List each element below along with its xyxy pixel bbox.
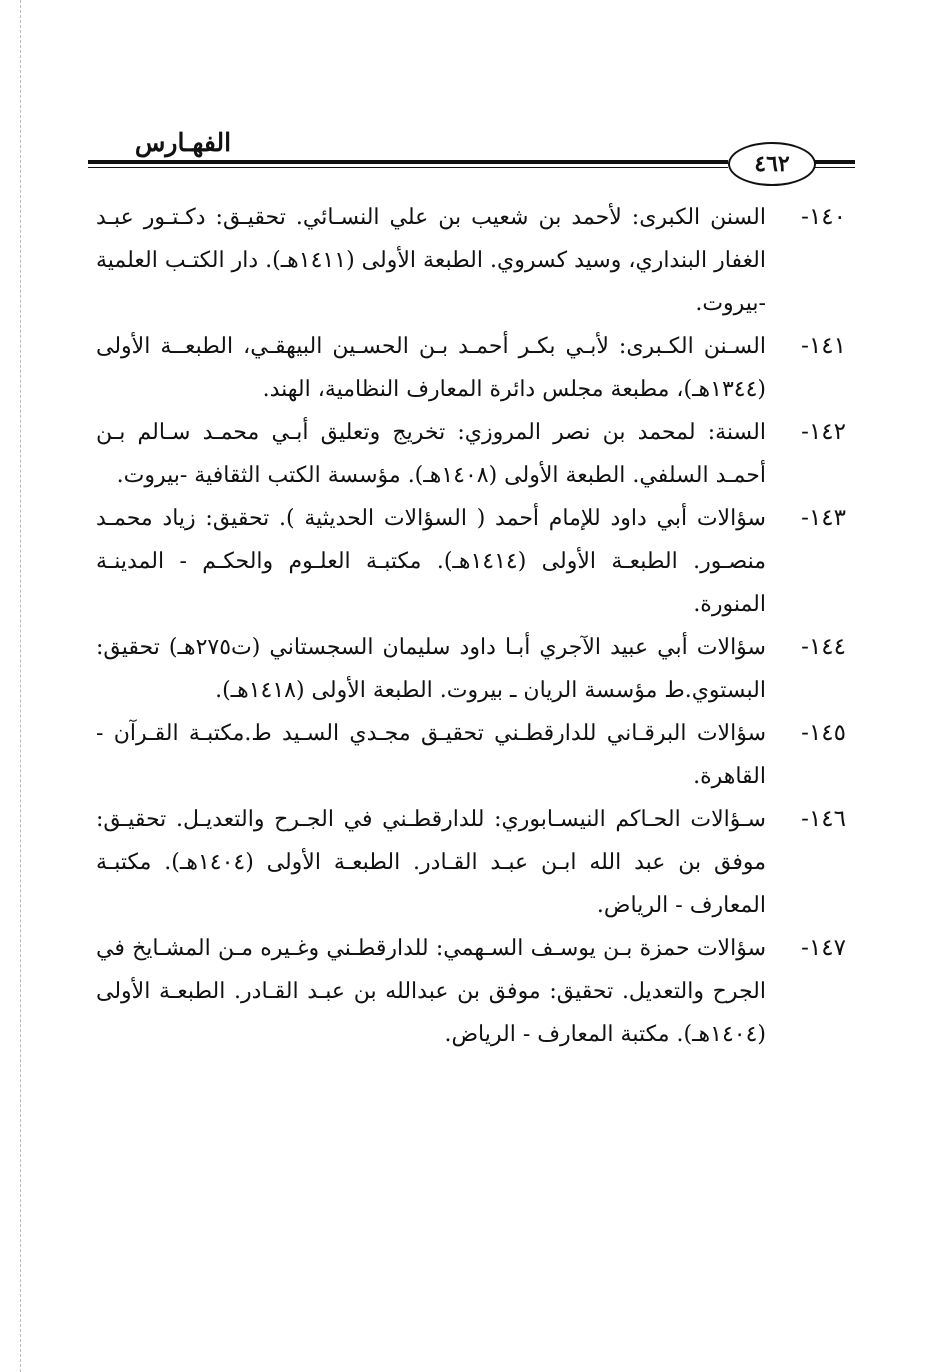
header-rule-thin [88,167,728,168]
header-rule-thick [88,160,728,164]
entry-number: ١٤٦- [801,806,846,832]
entry-number: ١٤٢- [801,419,846,445]
bibliography-entry [96,798,846,927]
entry-number: ١٤٧- [801,935,846,961]
bibliography-entry [96,927,846,1056]
bibliography-entry [96,325,846,411]
bibliography-entry [96,626,846,712]
entry-text: السنن الكبرى: لأحمد بن شعيب بن علي النسـائي. تحقيـق: دكـتـور عبـد الغفار البنداري، وسيد كسروي. الطبعة الأولى (١٤١١هـ). دار الكتـب العلمية -بيروت. [96,205,766,316]
bibliography-entry [96,497,846,626]
scan-edge-line [20,0,22,1372]
bibliography-entry [96,411,846,497]
entry-text: السنة: لمحمد بن نصر المروزي: تخريج وتعليق أبـي محمـد سـالم بـن أحمـد السلفي. الطبعة الأولى (١٤٠٨هـ). مؤسسة الكتب الثقافية -بيروت. [96,420,766,488]
entry-text: سؤالات أبي داود للإمام أحمد ( السؤالات الحديثية ). تحقيق: زياد محمـد منصـور. الطبعـة الأولى (١٤١٤هـ). مكتبـة العلـوم والحكـم - المدينـة المنورة. [96,506,767,617]
entry-number: ١٤٠- [801,204,846,230]
entry-text: سؤالات أبي عبيد الآجري أبـا داود سليمان السجستاني (ت٢٧٥هـ) تحقيق: البستوي.ط مؤسسة الريان ـ بيروت. الطبعة الأولى (١٤١٨هـ). [96,635,766,703]
entry-text: سؤالات حمزة بـن يوسـف السـهمي: للدارقطـني وغـيره مـن المشـايخ في الجرح والتعديل. تحقيق: موفق بن عبدالله بن عبـد القـادر. الطبعـة الأولى (١٤٠٤هـ). مكتبة المعارف - الرياض. [96,936,766,1047]
entry-number: ١٤٥- [801,720,846,746]
entry-text: سؤالات البرقـاني للدارقطـني تحقيـق مجـدي السـيد ط.مكتبـة القـرآن - القاهرة. [96,721,766,789]
entry-number: ١٤٤- [801,634,846,660]
header-rule-right-thick [815,160,855,164]
running-title: الفهـارس [134,128,232,157]
bibliography-entry [96,712,846,798]
bibliography-entry [96,196,846,325]
entry-text: سـؤالات الحـاكم النيسـابوري: للدارقطـني في الجـرح والتعديـل. تحقيـق: موفق بن عبد الله ابـن عبـد القـادر. الطبعـة الأولى (١٤٠٤هـ). مكتبـة المعارف - الرياض. [96,807,766,918]
entry-number: ١٤١- [801,333,846,359]
header-rule-right-thin [815,167,855,168]
bibliography-list [96,196,846,1056]
entry-text: السـنن الكـبرى: لأبـي بكـر أحمـد بـن الحسـين البيهقـي، الطبعــة الأولى (١٣٤٤هـ)، مطبعة مجلس دائرة المعارف النظامية، الهند. [96,334,766,402]
entry-number: ١٤٣- [801,505,846,531]
page-number: ٤٦٢ [728,142,816,186]
